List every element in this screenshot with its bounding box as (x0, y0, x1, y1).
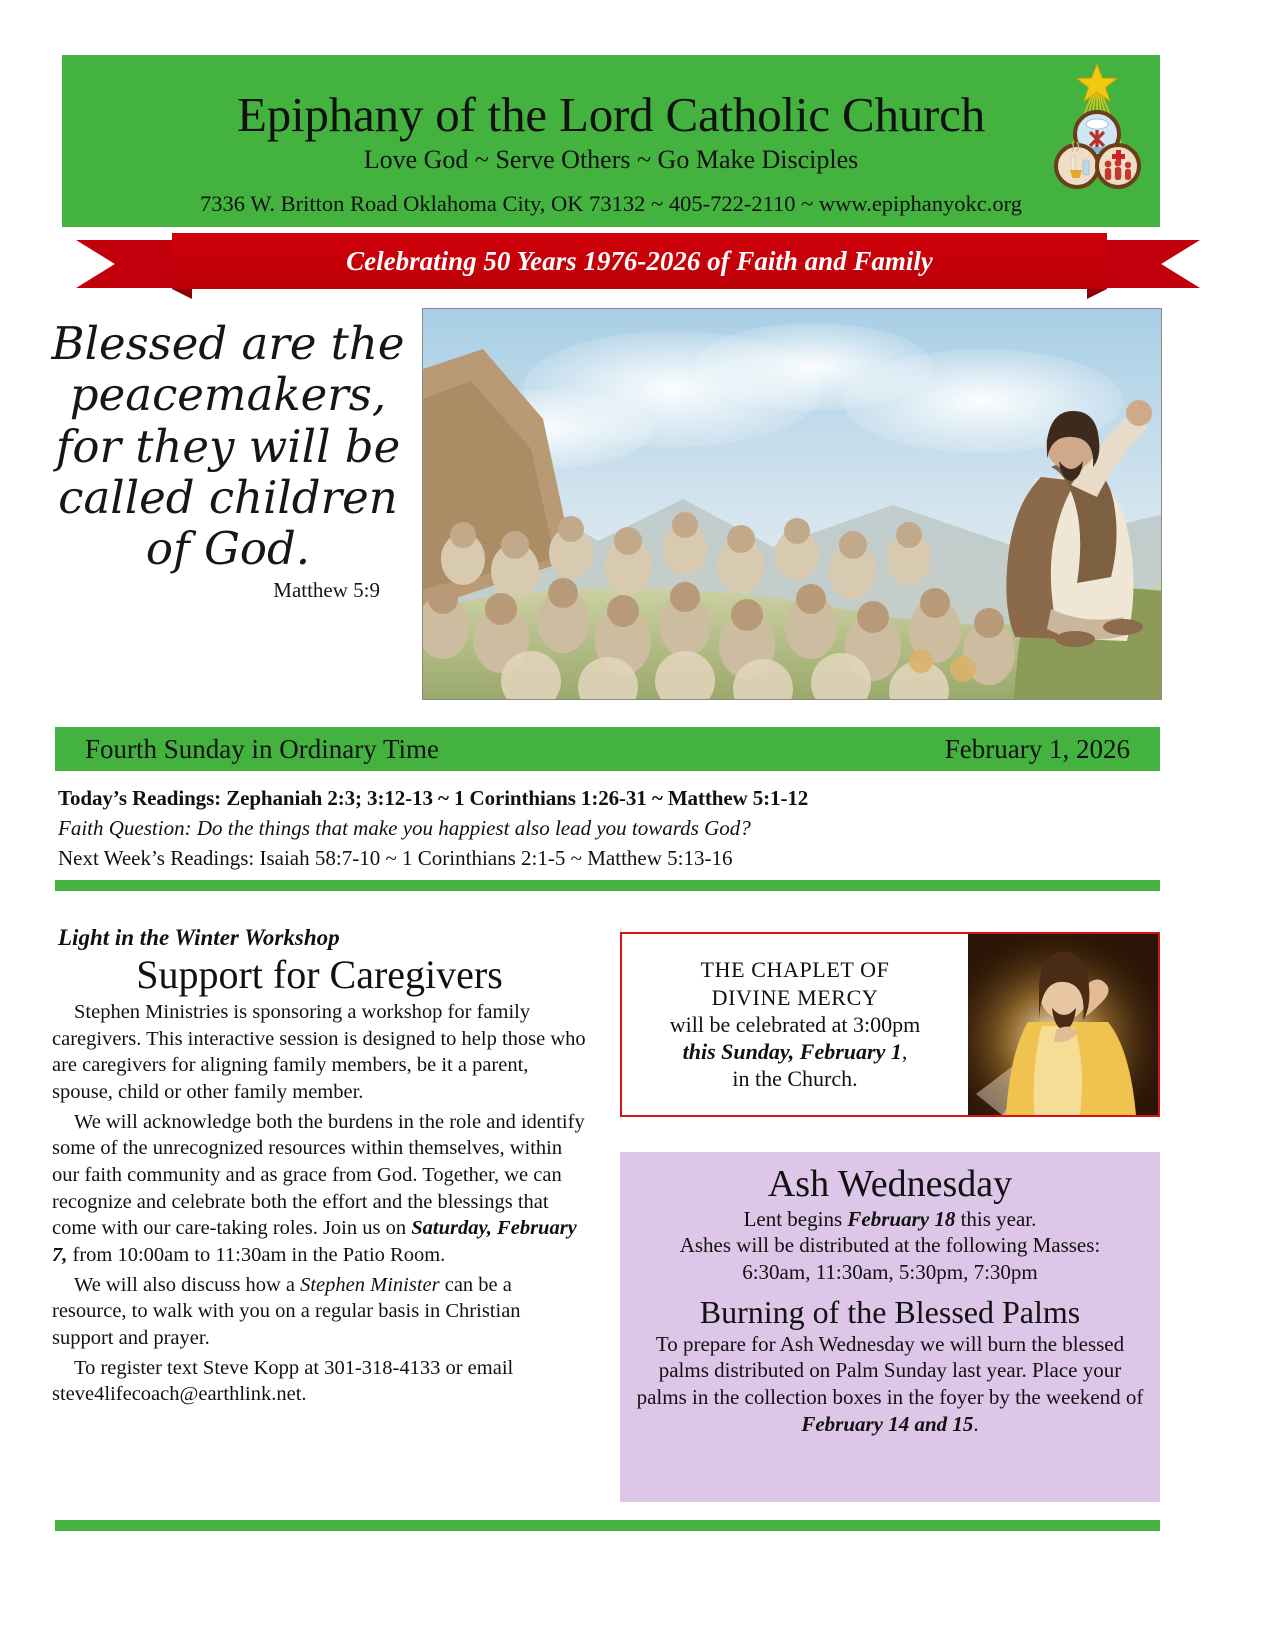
divine-mercy-line-4 (683, 1038, 908, 1065)
liturgical-date-bar (55, 727, 1160, 771)
next-week-readings: Next Week’s Readings: Isaiah 58:7-10 ~ 1 Corinthians 2:1-5 ~ Matthew 5:13-16 (58, 846, 733, 870)
ribbon-fold-left (172, 289, 192, 299)
article-p2-text-1: We will acknowledge both the burdens in the role and identify some of the unrecognized resources within themselves, within our faith community and as grace from God. Together, we can recognize and celebrate both the effort and the blessings that come with our care-taking roles. Join us on (52, 1110, 585, 1240)
article-paragraph-1: Stephen Ministries is sponsoring a workshop for family caregivers. This interactive session is designed to help those who are caregivers for aligning family members, be it a parent, spouse, child or other family member. (52, 1001, 586, 1104)
article-support-for-caregivers (52, 925, 587, 1408)
bulletin-date: February 1, 2026 (944, 733, 1130, 764)
ribbon-fold-right (1087, 289, 1107, 299)
burning-palms-suffix: . (973, 1411, 979, 1436)
divine-mercy-jesus-image (968, 934, 1158, 1115)
divine-mercy-text (622, 934, 968, 1115)
divine-mercy-date: this Sunday, February 1 (682, 1039, 902, 1065)
scripture-reference: Matthew 5:9 (273, 578, 380, 603)
ash-wednesday-title: Ash Wednesday (767, 1163, 1013, 1205)
article-p3-term: Stephen Minister (300, 1273, 440, 1296)
article-p2-text-2: from 10:00am to 11:30am in the Patio Room. (67, 1243, 446, 1266)
scripture-quote: Blessed are the peacemakers, for they will be called children of God. (51, 317, 405, 576)
article-p3-text-1: We will also discuss how a (74, 1273, 301, 1296)
ash-wednesday-masses-intro: Ashes will be distributed at the following Masses: (679, 1233, 1101, 1258)
anniversary-text: Celebrating 50 Years 1976-2026 of Faith and Family (346, 245, 933, 276)
section-divider-bottom (55, 1520, 1160, 1531)
article-p2-event-date: Saturday, February 7, (52, 1217, 577, 1266)
divine-mercy-comma: , (901, 1039, 908, 1065)
scripture-quote-block (48, 318, 408, 603)
anniversary-ribbon (76, 233, 1200, 295)
divine-mercy-line-5: in the Church. (732, 1066, 858, 1092)
article-paragraph-2 (52, 1106, 587, 1269)
church-name: Epiphany of the Lord Catholic Church (236, 87, 986, 142)
church-tagline: Love God ~ Serve Others ~ Go Make Disciples (363, 145, 859, 174)
ash-lent-suffix: this year. (955, 1206, 1037, 1231)
burning-palms-title: Burning of the Blessed Palms (699, 1293, 1081, 1330)
epiphany-star-logo (1042, 60, 1152, 200)
ash-lent-date: February 18 (847, 1206, 956, 1231)
article-kicker: Light in the Winter Workshop (58, 925, 340, 950)
ash-wednesday-lent-line (634, 1206, 1146, 1233)
todays-readings: Today’s Readings: Zephaniah 2:3; 3:12-13 ~ 1 Corinthians 1:26-31 ~ Matthew 5:1-12 (58, 786, 809, 810)
burning-palms-prefix: To prepare for Ash Wednesday we will burn the blessed palms distributed on Palm Sunday last year. Place your palms in the collection boxes in the foyer by the weekend of (636, 1331, 1144, 1409)
divine-mercy-line-2: DIVINE MERCY (711, 984, 879, 1010)
liturgical-occasion: Fourth Sunday in Ordinary Time (85, 733, 440, 764)
article-paragraph-4-contact: To register text Steve Kopp at 301-318-4133 or email steve4lifecoach@earthlink.net. (52, 1356, 514, 1406)
ribbon-center (172, 233, 1107, 289)
faith-question: Faith Question: Do the things that make you happiest also lead you towards God? (58, 816, 751, 840)
article-paragraph-3 (52, 1269, 587, 1352)
burning-palms-body (634, 1331, 1146, 1438)
ash-wednesday-mass-times: 6:30am, 11:30am, 5:30pm, 7:30pm (742, 1260, 1038, 1285)
ash-lent-prefix: Lent begins (743, 1206, 848, 1231)
burning-palms-deadline: February 14 and 15 (801, 1411, 974, 1436)
section-divider-top (55, 880, 1160, 891)
ash-wednesday-announcement (620, 1152, 1160, 1502)
divine-mercy-line-1: THE CHAPLET OF (700, 957, 890, 983)
ribbon-tail-left (76, 240, 184, 288)
article-p3-text-2: can be a resource, to walk with you on a regular basis in Christian support and prayer. (52, 1273, 521, 1349)
church-contact-line: 7336 W. Britton Road Oklahoma City, OK 73132 ~ 405-722-2110 ~ www.epiphanyokc.org (200, 191, 1022, 216)
article-headline: Support for Caregivers (136, 952, 503, 997)
divine-mercy-announcement (620, 932, 1160, 1117)
divine-mercy-line-3: will be celebrated at 3:00pm (669, 1011, 921, 1037)
hero-section (0, 300, 1275, 705)
header-banner (62, 55, 1160, 227)
readings-block (58, 786, 1158, 871)
ribbon-tail-right (1092, 240, 1200, 288)
sermon-on-the-mount-illustration (422, 308, 1162, 700)
